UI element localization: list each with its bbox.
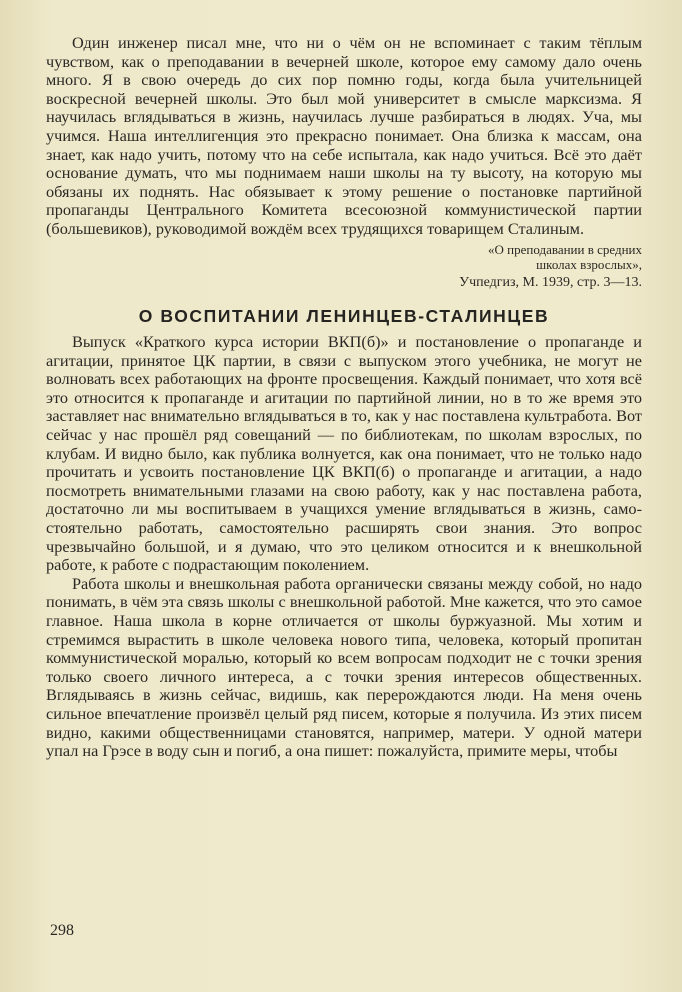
body-paragraph-1: Выпуск «Краткого курса истории ВКП(б)» и постановление о пропаганде и агитации, принятое ЦК партии, в связи с выпуском этого учебника, не могут не волновать всех работающих на фронте просвещения. Каждый понимает, что хотя всё это относится к пропаганде и агитации по партийной линии, но в то же время это заставляет нас внимательно вглядываться в то, как у нас поставлена культработа. Вот сейчас у нас прошёл ряд совещаний — по библиотекам, по школам взрослых, по клубам. И видно было, как публика волнуется, как она понимает, что не только надо прочитать и усвоить постановление ЦК ВКП(б) о пропаганде и агитации, а надо посмотреть внимательными глазами на свою работу, как у нас поставлена работа, достаточно ли мы воспитываем в учащихся умение вглядываться в жизнь, самостоятельно работать, самостоятельно расширять свои знания. Это вопрос чрезвычайно большой, и я думаю, что это целиком относится и к внешкольной работе, к работе с подрастающим поколением.: [46, 332, 642, 575]
citation: [414, 242, 642, 291]
section-heading: О ВОСПИТАНИИ ЛЕНИНЦЕВ-СТАЛИНЦЕВ: [138, 306, 550, 327]
page-number: 298: [50, 922, 74, 939]
citation-title-line-1: «О преподавании в средних: [488, 241, 642, 257]
body-paragraph-2: Работа школы и внешкольная работа органически связаны между собой, но надо понимать, в чём эта связь школы с внешкольной работой. Мне кажется, что это самое главное. Наша школа в корне отличается от школы буржуазной. Мы хотим и стремимся вырастить в школе человека нового типа, человека, который пропитан коммунистической моралью, который ко всем вопросам подходит не с точки зрения только своего личного интереса, а с точки зрения интересов общественных. Вглядываясь в жизнь сейчас, видишь, как перерождаются люди. На меня очень сильное впечатление произвёл целый ряд писем, которые я получила. Из этих писем видно, какими общественницами становятся, например, матери. У одной матери упал на Грэсе в воду сын и погиб, а она пишет: пожалуйста, примите меры, чтобы: [46, 573, 642, 761]
intro-paragraph: Один инженер писал мне, что ни о чём он не вспоминает с таким тёплым чувством, как о преподавании в вечерней школе, которое ему самому дало очень много. Я в свою очередь до сих пор помню годы, когда была учительницей воскресной вечерней школы. Это был мой университет в смысле марксизма. Я научилась вглядываться в жизнь, научилась лучше разбираться в людях. Уча, мы учимся. Наша интеллигенция это прекрасно понимает. Она близка к массам, она знает, как надо учить, потому что на себе испытала, как надо учиться. Всё это даёт основание думать, что мы поднимаем наши школы на ту высоту, на которую мы обязаны их поднять. Нас обязывает к этому решение о постановке партийной пропаганды Центрального Комитета всесоюзной коммунистической партии (большевиков), руководимой вождём всех трудящихся товарищем Сталиным.: [46, 33, 642, 238]
citation-source: Учпедгиз, М. 1939, стр. 3—13.: [459, 274, 642, 290]
citation-title-line-2: школах взрослых»,: [536, 257, 642, 273]
